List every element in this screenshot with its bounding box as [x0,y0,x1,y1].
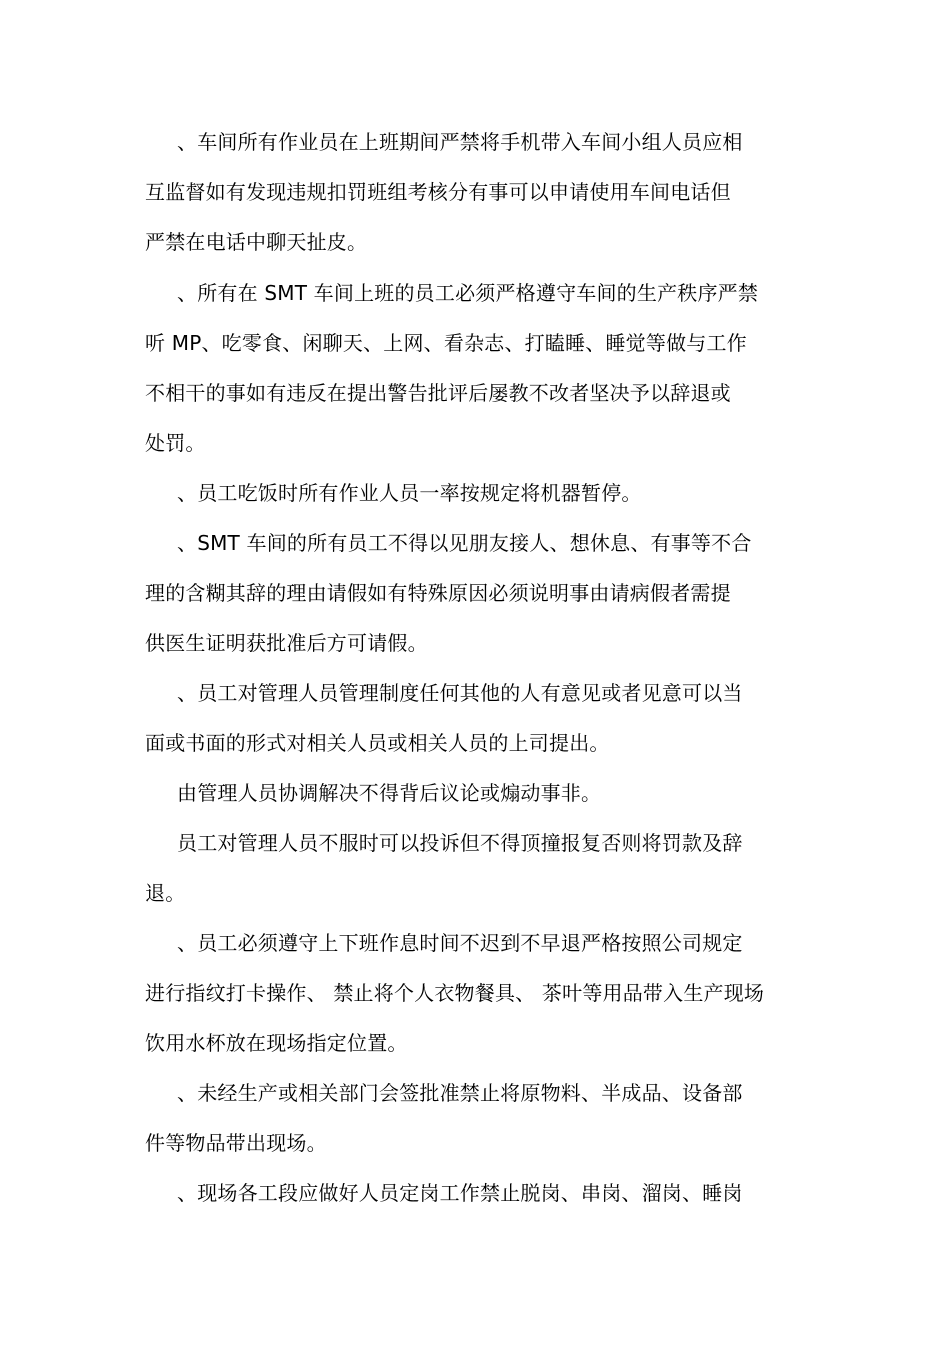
text-line: 员工对管理人员不服时可以投诉但不得顶撞报复否则将罚款及辞 [177,831,743,855]
text-line: 互监督如有发现违规扣罚班组考核分有事可以申请使用车间电话但 [145,180,731,204]
text-line: 、员工吃饭时所有作业人员一率按规定将机器暂停。 [177,481,642,505]
text-line: 不相干的事如有违反在提出警告批评后屡教不改者坚决予以辞退或 [145,381,731,405]
text-line: 、现场各工段应做好人员定岗工作禁止脱岗、串岗、溜岗、睡岗 [177,1181,743,1205]
text-line: 处罚。 [145,431,206,455]
text-line: 进行指纹打卡操作、 禁止将个人衣物餐具、 茶叶等用品带入生产现场 [145,981,765,1005]
text-line: 严禁在电话中聊天扯皮。 [145,230,368,254]
text-line: 由管理人员协调解决不得背后议论或煽动事非。 [177,781,602,805]
text-line: 件等物品带出现场。 [145,1131,327,1155]
text-line: 、车间所有作业员在上班期间严禁将手机带入车间小组人员应相 [177,130,743,154]
text-line: 、未经生产或相关部门会签批准禁止将原物料、半成品、设备部 [177,1081,743,1105]
text-line: 听 MP、吃零食、闲聊天、上网、看杂志、打瞌睡、睡觉等做与工作 [145,331,747,355]
text-line: 供医生证明获批准后方可请假。 [145,631,428,655]
text-line: 、所有在 SMT 车间上班的员工必须严格遵守车间的生产秩序严禁 [177,281,759,305]
text-line: 、员工对管理人员管理制度任何其他的人有意见或者见意可以当 [177,681,743,705]
text-line: 退。 [145,881,186,905]
text-line: 饮用水杯放在现场指定位置。 [145,1031,408,1055]
text-line: 、员工必须遵守上下班作息时间不迟到不早退严格按照公司规定 [177,931,743,955]
text-line: 面或书面的形式对相关人员或相关人员的上司提出。 [145,731,610,755]
text-line: 、SMT 车间的所有员工不得以见朋友接人、想休息、有事等不合 [177,531,752,555]
text-line: 理的含糊其辞的理由请假如有特殊原因必须说明事由请病假者需提 [145,581,731,605]
